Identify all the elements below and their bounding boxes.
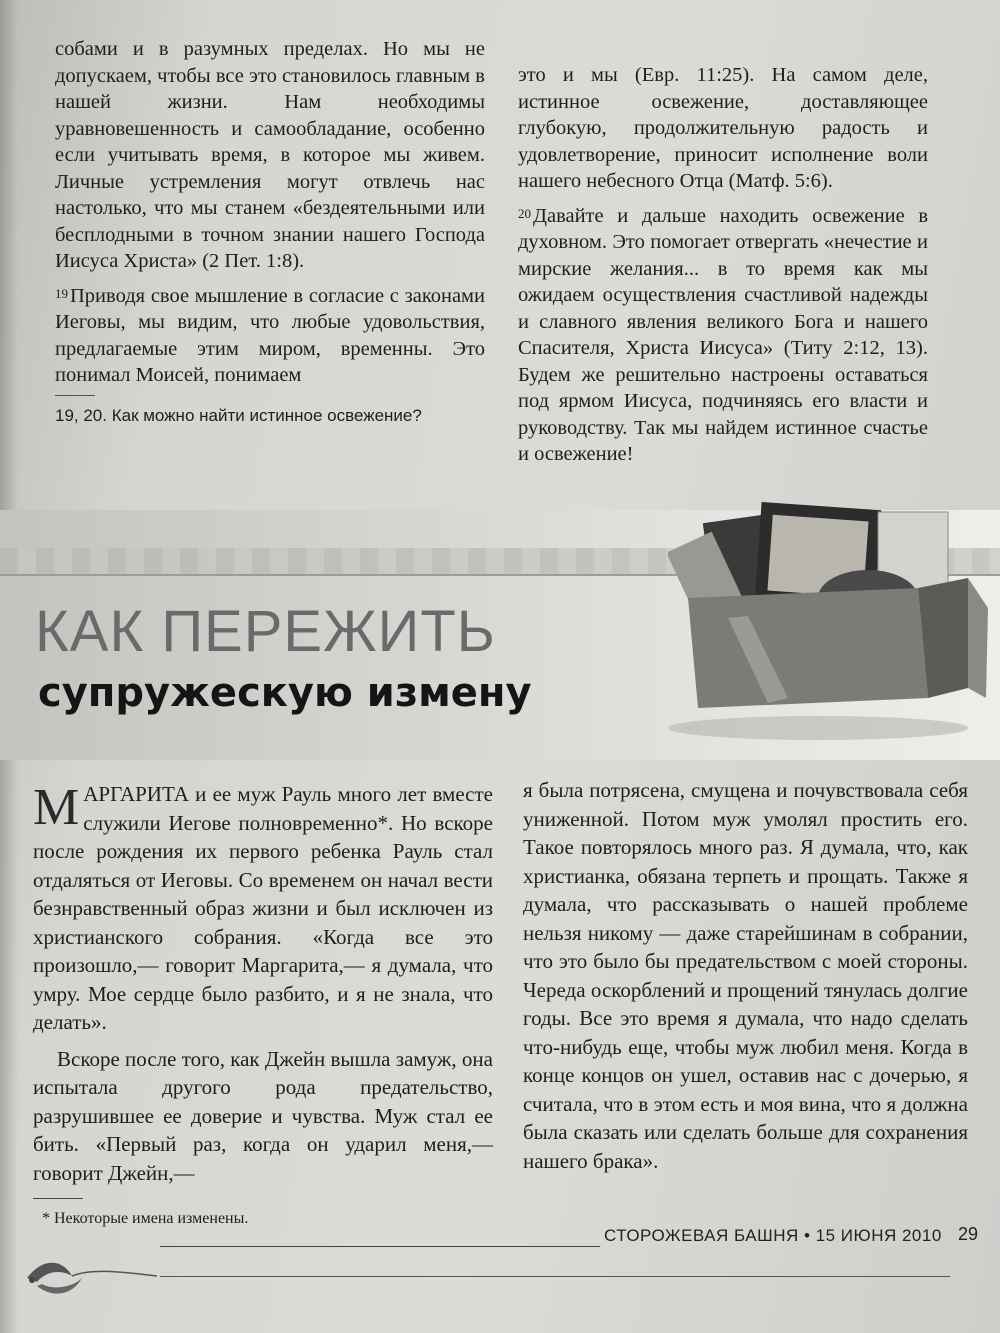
footnote: * Некоторые имена изменены. (42, 1210, 249, 1227)
article-title-line1: КАК ПЕРЕЖИТЬ (35, 599, 496, 664)
paragraph-18-end: собами и в разумных пределах. Но мы не допускаем, чтобы все это становилось главным в нашей жизни. Нам необходимы уравновешенность и самообладание, особенно если учитывать время, в которое мы живем. Личные устремления могут отвлечь нас настолько, что мы станем «бездеятельными или бесплодными в точном знании нашего Господа Иисуса Христа» (2 Пет. 1:8). (55, 38, 485, 272)
leaf-ornament-icon (22, 1248, 162, 1308)
footer-rule (160, 1246, 600, 1247)
article-right-column (523, 776, 968, 1175)
article-paragraph-2-continued: я была потрясена, смущена и почувствовала себя униженной. Потом муж умолял простить его. Такое повторялось много раз. Я думала, что, как христианка, обязана терпеть и прощать. Также я думала, что рассказывать о нашей проблеме нельзя никому — даже старейшинам в собрании, что это было бы предательством с моей стороны. Череда оскорблений и прощений тянулась долгие годы. Все это время я думала, что надо сделать что-нибудь еще, чтобы муж любил меня. Когда в конце концов он ушел, оставив нас с дочерью, я считала, что в этом есть и моя вина, что я должна была сказать или сделать больше для сохранения нашего брака». (523, 778, 968, 1173)
footer-publication: СТОРОЖЕВАЯ БАШНЯ • 15 ИЮНЯ 2010 (604, 1226, 942, 1245)
drop-cap: М (33, 779, 80, 836)
paragraph-number: 19 (55, 285, 68, 301)
article-left-column (33, 780, 493, 1187)
memento-box-illustration (668, 498, 988, 748)
paragraph-number: 20 (518, 205, 531, 221)
paragraph-19-text: Приводя свое мышление в согласие с законами Иеговы, мы видим, что любые удовольствия, предлагаемые этим миром, временны. Это понимал Моисей, понимаем (55, 284, 485, 386)
study-question: 19, 20. Как можно найти истинное освежение? (55, 405, 422, 425)
paragraph-19-continued: это и мы (Евр. 11:25). На самом деле, истинное освежение, доставляющее глубокую, продолжительную радость и удовлетворение, приносит исполнение воли нашего небесного Отца (Матф. 5:6). (518, 64, 928, 192)
article-title-line2: супружескую измену (38, 670, 532, 716)
footnote-divider (33, 1198, 83, 1199)
question-divider (55, 395, 95, 396)
top-left-column (55, 36, 485, 428)
footer-bottom-rule (160, 1276, 950, 1277)
article-paragraph-2: Вскоре после того, как Джейн вышла замуж, она испытала другого рода предательство, разрушившее ее доверие и чувства. Муж стал ее бить. «Первый раз, когда он ударил меня,— говорит Джейн,— (33, 1046, 493, 1185)
article-paragraph-1-text: АРГАРИТА и ее муж Рауль много лет вместе служили Иегове полновременно*. Но вскоре после рождения их первого ребенка Рауль стал отдаляться от Иеговы. Со временем он начал вести безнравственный образ жизни и был исключен из христианского собрания. «Когда все это произошло,— говорит Маргарита,— я думала, что умру. Мое сердце было разбито, и я не знала, что делать». (33, 782, 493, 1034)
top-right-column (518, 62, 928, 468)
paragraph-20 (518, 203, 928, 468)
paragraph-20-text: Давайте и дальше находить освежение в духовном. Это помогает отвергать «нечестие и мирские желания... в то время как мы ожидаем осуществления счастливой надежды и славного явления великого Бога и нашего Спасителя, Христа Иисуса» (Титу 2:12, 13). Будем же решительно настроены оставаться под ярмом Иисуса, подчиняясь его власти и руководству. Так мы найдем истинное счастье и освежение! (518, 204, 928, 465)
paragraph-19 (55, 283, 485, 389)
article-paragraph-1 (33, 780, 493, 1037)
page-number: 29 (958, 1224, 979, 1244)
